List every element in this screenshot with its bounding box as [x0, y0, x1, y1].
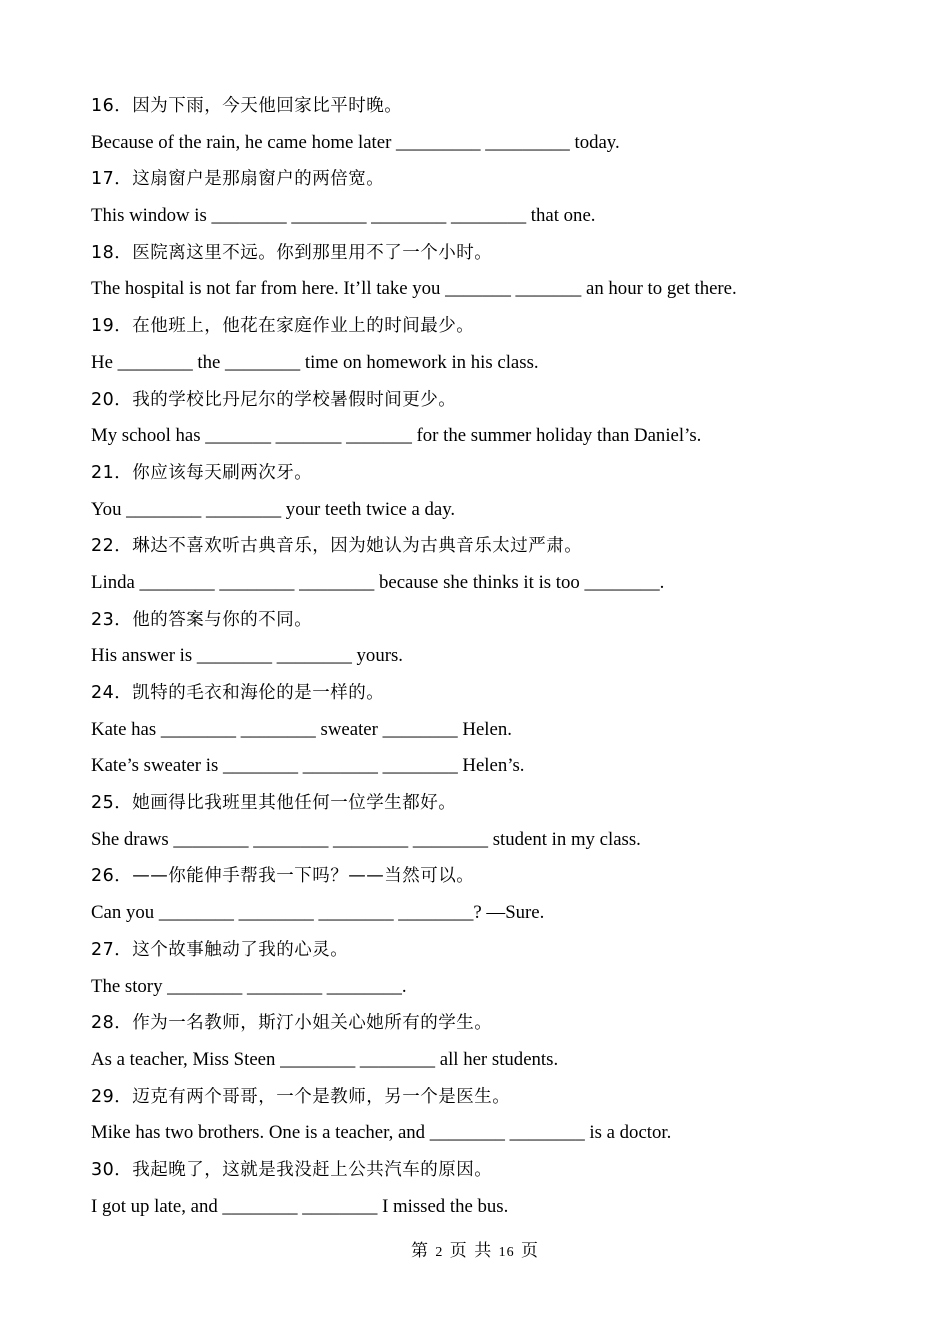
- question-prompt-chinese: 19．在他班上，他花在家庭作业上的时间最少。: [91, 316, 475, 337]
- question-sentence-english: This window is ________ ________ ________ ________ that one.: [91, 205, 596, 227]
- footer-page-number: 2: [435, 1245, 444, 1260]
- question-prompt-chinese: 24．凯特的毛衣和海伦的是一样的。: [91, 683, 385, 703]
- question-prompt-chinese: 27．这个故事触动了我的心灵。: [91, 939, 349, 960]
- question-prompt-chinese: 30．我起晚了，这就是我没赶上公共汽车的原因。: [91, 1159, 493, 1180]
- question-prompt-chinese: 29．迈克有两个哥哥，一个是教师，另一个是医生。: [91, 1086, 511, 1107]
- footer-middle: 页 共: [449, 1241, 493, 1261]
- question-sentence-english: The story ________ ________ ________.: [91, 975, 407, 997]
- question-prompt-chinese: 28．作为一名教师，斯汀小姐关心她所有的学生。: [91, 1013, 493, 1034]
- question-sentence-english: She draws ________ ________ ________ ________ student in my class.: [91, 828, 641, 850]
- question-prompt-chinese: 16．因为下雨，今天他回家比平时晚。: [91, 96, 403, 116]
- question-prompt-chinese: 26．——你能伸手帮我一下吗？——当然可以。: [91, 866, 475, 887]
- question-sentence-english: I got up late, and ________ ________ I missed the bus.: [91, 1195, 509, 1217]
- question-prompt-chinese: 20．我的学校比丹尼尔的学校暑假时间更少。: [91, 389, 457, 410]
- question-sentence-english: Kate has ________ ________ sweater ________ Helen.: [91, 718, 512, 740]
- question-sentence-english: He ________ the ________ time on homework in his class.: [91, 351, 539, 373]
- question-prompt-chinese: 22．琳达不喜欢听古典音乐，因为她认为古典音乐太过严肃。: [91, 536, 583, 557]
- question-prompt-chinese: 23．他的答案与你的不同。: [91, 609, 313, 630]
- footer-prefix: 第: [410, 1241, 429, 1261]
- question-sentence-english: Linda ________ ________ ________ because she thinks it is too ________.: [91, 571, 665, 593]
- footer-total-pages: 16: [498, 1245, 515, 1260]
- question-sentence-english: Mike has two brothers. One is a teacher, and ________ ________ is a doctor.: [91, 1122, 672, 1144]
- question-sentence-english: Because of the rain, he came home later _________ _________ today.: [91, 131, 620, 153]
- question-sentence-english: Can you ________ ________ ________ ________? —Sure.: [91, 902, 545, 924]
- question-prompt-chinese: 25．她画得比我班里其他任何一位学生都好。: [91, 793, 457, 814]
- question-prompt-chinese: 21．你应该每天刷两次牙。: [91, 462, 313, 483]
- question-sentence-english: The hospital is not far from here. It’ll take you _______ _______ an hour to get there.: [91, 278, 737, 300]
- question-sentence-english: My school has _______ _______ _______ for the summer holiday than Daniel’s.: [91, 425, 702, 447]
- question-sentence-english: His answer is ________ ________ yours.: [91, 645, 403, 667]
- footer-suffix: 页: [521, 1241, 540, 1261]
- question-sentence-english: As a teacher, Miss Steen ________ ________ all her students.: [91, 1048, 559, 1070]
- exercise-list: [91, 91, 891, 1228]
- question-prompt-chinese: 17．这扇窗户是那扇窗户的两倍宽。: [91, 169, 385, 190]
- question-prompt-chinese: 18．医院离这里不远。你到那里用不了一个小时。: [91, 242, 493, 263]
- question-sentence-english: You ________ ________ your teeth twice a day.: [91, 498, 456, 520]
- page-footer: [0, 1236, 950, 1261]
- question-sentence-english: Kate’s sweater is ________ ________ ________ Helen’s.: [91, 755, 525, 777]
